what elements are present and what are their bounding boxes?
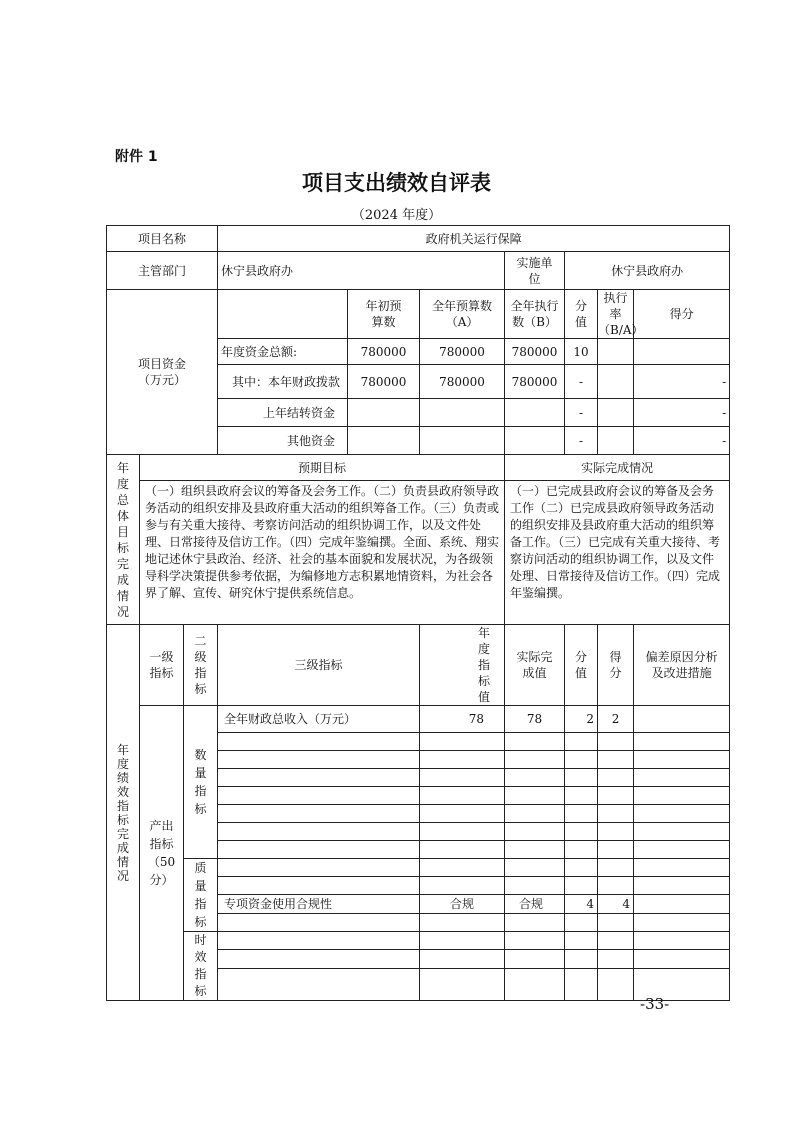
indicator-actual: 78 [505,706,565,733]
header-analysis: 偏差原因分析及改进措施 [634,625,730,706]
funds-executed: 780000 [505,365,565,399]
level1-output: 产出指标（50分） [140,706,184,1001]
quantity-indicator-label: 数量指标 [184,706,218,859]
department-value: 休宁县政府办 [218,252,505,290]
indicator-row [107,859,730,877]
header-weight: 分值 [565,290,598,339]
funds-row-label: 年度资金总额: [218,339,348,365]
indicator-actual: 合规 [505,895,565,914]
funds-rate [598,365,634,399]
implementing-unit-label: 实施单位 [505,252,565,290]
header-executed: 全年执行数（B） [505,290,565,339]
indicator-weight: 2 [565,706,598,733]
header-actual: 实际完成值 [505,625,565,706]
header-rate: 执行率（B/A） [598,291,644,337]
indicator-target: 78 [420,706,505,733]
project-name-label: 项目名称 [107,226,218,252]
header-target: 年度指标值 [420,625,505,706]
department-row [107,252,730,290]
funds-label: 项目资金（万元） [107,290,218,455]
header-level2: 二级指标 [184,625,218,706]
page-number: -33- [640,995,670,1013]
funds-rate [598,339,634,365]
actual-completion-header: 实际完成情况 [505,455,730,481]
indicator-target: 合规 [420,895,505,914]
header-annual-budget: 全年预算数（A） [420,290,505,339]
self-evaluation-table [106,225,730,1001]
funds-weight: - [565,399,598,427]
funds-executed [505,427,565,455]
funds-score [634,339,730,365]
funds-row-label: 上年结转资金 [218,399,348,427]
project-name-row [107,226,730,252]
funds-header-blank [218,290,348,339]
indicator-row [107,932,730,950]
header-level1: 一级指标 [140,625,184,706]
goals-side-label: 年度总体目标完成情况 [107,455,140,625]
page-title: 项目支出绩效自评表 [302,171,491,195]
header-score-ind: 得分 [598,625,634,706]
funds-weight: - [565,427,598,455]
header-level3: 三级指标 [218,625,420,706]
indicators-header-row [107,625,730,706]
indicator-score: 4 [598,895,634,914]
actual-completion-text: （一）已完成县政府会议的筹备及会务工作（二）已完成县政府领导政务活动的组织安排及县政府重大活动的组织筹备工作。（三）已完成有关重大接待、考察访问活动的组织协调工作，以及文件处理、日常接待及信访工作。（四）完成年鉴编撰。 [505,481,730,625]
funds-row-label: 其中：本年财政拨款 [218,365,348,399]
indicator-analysis [634,706,730,733]
year-subtitle: （2024 年度） [351,208,442,223]
project-name-value: 政府机关运行保障 [218,226,730,252]
funds-row-label: 其他资金 [218,427,348,455]
header-score: 得分 [634,290,730,339]
funds-initial [348,399,420,427]
funds-score: - [634,427,730,455]
goals-content-row [107,481,730,625]
header-weight-ind: 分值 [565,625,598,706]
funds-executed: 780000 [505,339,565,365]
expected-goal-header: 预期目标 [140,455,505,481]
funds-annual: 780000 [420,365,505,399]
header-initial-budget: 年初预算数 [348,290,420,339]
funds-score: - [634,365,730,399]
funds-annual: 780000 [420,339,505,365]
funds-initial: 780000 [348,365,420,399]
funds-rate [598,399,634,427]
funds-rate [598,427,634,455]
funds-annual [420,399,505,427]
funds-initial: 780000 [348,339,420,365]
indicators-side-label: 年度绩效指标完成情况 [107,625,140,1001]
expected-goal-text: （一）组织县政府会议的筹备及会务工作。（二）负责县政府领导政务活动的组织安排及县政府重大活动的组织筹备工作。（三）负责或参与有关重大接待、考察访问活动的组织协调工作，以及文件处理、日常接待及信访工作。（四）完成年鉴编撰。全面、系统、翔实地记述休宁县政治、经济、社会的基本面貌和发展状况，为各级领导科学决策提供参考依据，为编修地方志积累地情资料，为社会各界了解、宣传、研究休宁提供系统信息。 [140,481,505,625]
indicator-name: 专项资金使用合规性 [218,895,420,914]
indicator-analysis [634,895,730,914]
funds-header-row [107,290,730,339]
implementing-unit-value: 休宁县政府办 [565,252,730,290]
funds-annual [420,427,505,455]
indicator-score: 2 [598,706,634,733]
funds-weight: - [565,365,598,399]
timeliness-indicator-label: 时效指标 [184,932,218,1001]
funds-initial [348,427,420,455]
indicator-weight: 4 [565,895,598,914]
goals-header-row [107,455,730,481]
quality-indicator-label: 质量指标 [184,859,218,932]
attachment-label: 附件 1 [115,149,158,165]
funds-weight: 10 [565,339,598,365]
funds-executed [505,399,565,427]
funds-score: - [634,399,730,427]
indicator-name: 全年财政总收入（万元） [218,706,420,733]
indicator-row [107,706,730,733]
department-label: 主管部门 [107,252,218,290]
